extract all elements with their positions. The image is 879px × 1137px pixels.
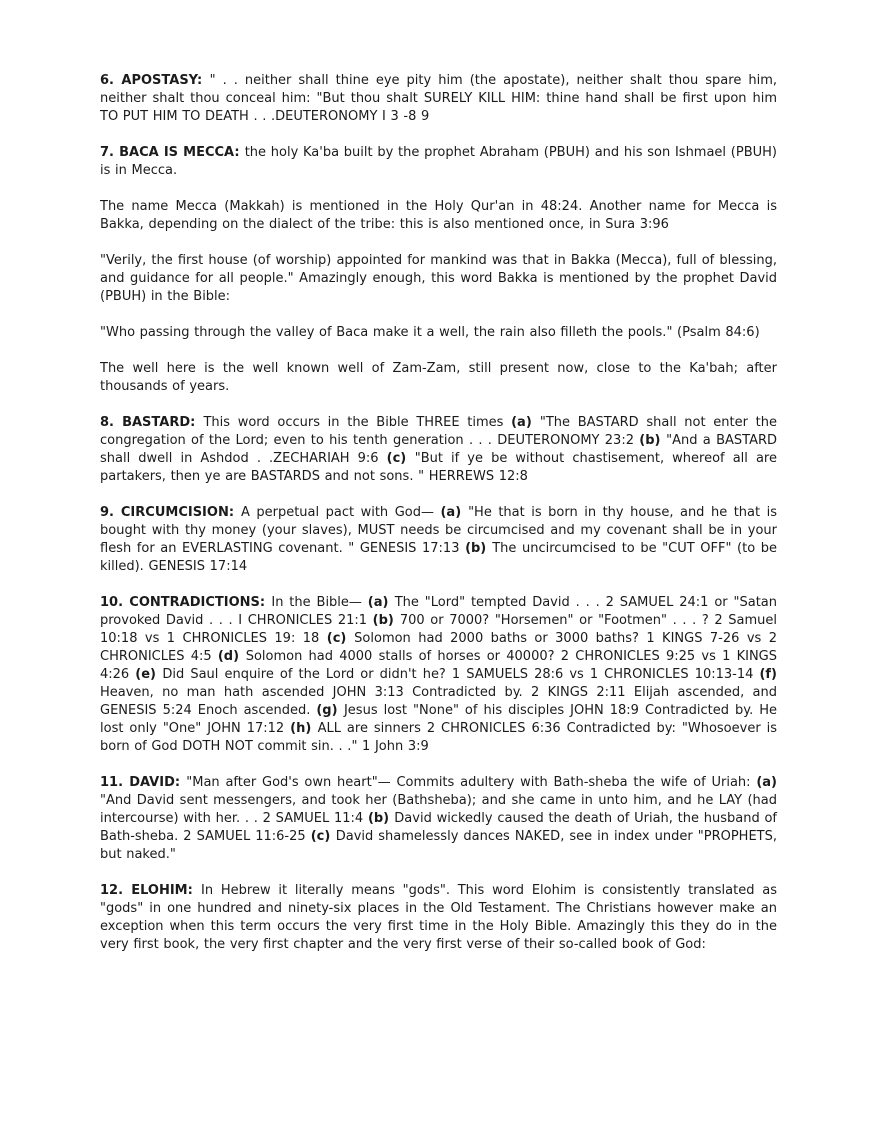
text-run: (d) [217,649,246,664]
text-run: 11. DAVID: [100,775,187,790]
text-run: 700 or 7000? "Horsemen" or "Footmen" . . . ? 2 Samuel 10:18 vs 1 CHRONICLES 19: 18 [100,613,777,646]
text-run: David shamelessly dances NAKED, see in index under "PROPHETS, but naked." [100,829,777,862]
text-run: (c) [310,829,336,844]
text-run: The name Mecca (Makkah) is mentioned in the Holy Qur'an in 48:24. Another name for Mecca is Bakka, depending on the dialect of the tribe: this is also mentioned once, in Sura 3:96 [100,199,777,232]
text-run: 12. ELOHIM: [100,883,201,898]
text-run: (b) [465,541,493,556]
text-run: (b) [372,613,400,628]
text-run: "He that is born in thy house, and he that is bought with thy money (your slaves), MUST needs be circumcised and my covenant shall be in your flesh for an EVERLASTING covenant. " GENESIS 17:13 [100,505,777,556]
text-run: ALL are sinners 2 CHRONICLES 6:36 Contradicted by: "Whosoever is born of God DOTH NOT commit sin. . ." 1 John 3:9 [100,721,777,754]
text-run: 8. BASTARD: [100,415,204,430]
text-run: Jesus lost "None" of his disciples JOHN 18:9 Contradicted by. He lost only "One" JOHN 17:12 [100,703,777,736]
text-run: " . . neither shall thine eye pity him (the apostate), neither shalt thou spare him, neither shalt thou conceal him: "But thou shalt SURELY KILL HIM: thine hand shall be first upon him TO PUT HIM TO DEATH . . .DEUTERONOMY I 3 -8 9 [100,73,777,124]
text-run: The "Lord" tempted David . . . 2 SAMUEL 24:1 or "Satan provoked David . . . I CHRONICLES 21:1 [100,595,777,628]
text-run: "But if ye be without chastisement, whereof all are partakers, then ye are BASTARDS and not sons. " HERREWS 12:8 [100,451,777,484]
paragraph-mecca-name [100,198,777,234]
paragraph-baca-is-mecca [100,144,777,180]
text-run: (a) [367,595,395,610]
text-run: (c) [386,451,415,466]
paragraph-zam-zam [100,360,777,396]
paragraph-apostasy [100,72,777,126]
text-run: Solomon had 4000 stalls of horses or 40000? 2 CHRONICLES 9:25 vs 1 KINGS 4:26 [100,649,777,682]
text-run: (g) [316,703,344,718]
paragraph-verily [100,252,777,306]
text-run: This word occurs in the Bible THREE times [203,415,512,430]
text-run: (b) [639,433,667,448]
paragraph-bastard [100,414,777,486]
text-run: (h) [290,721,318,736]
paragraph-contradictions [100,594,777,756]
text-run: "Man after God's own heart"— Commits adultery with Bath-sheba the wife of Uriah: [186,775,757,790]
text-run: Did Saul enquire of the Lord or didn't he? 1 SAMUELS 28:6 vs 1 CHRONICLES 10:13-14 [162,667,760,682]
text-run: David wickedly caused the death of Uriah, the husband of Bath-sheba. 2 SAMUEL 11:6-25 [100,811,778,844]
paragraph-david [100,774,777,864]
text-run: 7. BACA IS MECCA: [100,145,245,160]
paragraph-circumcision [100,504,777,576]
text-run: 6. APOSTASY: [100,73,210,88]
text-run: "The BASTARD shall not enter the congregation of the Lord; even to his tenth generation . . . DEUTERONOMY 23:2 [100,415,777,448]
text-run: (a) [511,415,540,430]
text-column [100,72,777,972]
paragraph-elohim [100,882,777,954]
text-run: 9. CIRCUMCISION: [100,505,241,520]
text-run: "And a BASTARD shall dwell in Ashdod . .ZECHARIAH 9:6 [100,433,778,466]
text-run: (c) [326,631,355,646]
text-run: The well here is the well known well of Zam-Zam, still present now, close to the Ka'bah; after thousands of years. [100,361,777,394]
text-run: (e) [135,667,163,682]
text-run: the holy Ka'ba built by the prophet Abraham (PBUH) and his son Ishmael (PBUH) is in Mecca. [100,145,777,178]
text-run: Solomon had 2000 baths or 3000 baths? 1 KINGS 7-26 vs 2 CHRONICLES 4:5 [100,631,777,664]
text-run: A perpetual pact with God— [240,505,441,520]
text-run: In Hebrew it literally means "gods". This word Elohim is consistently translated as "gods" in one hundred and ninety-six places in the Old Testament. The Christians however make an exception when this term occurs the very first time in the Holy Bible. Amazingly this they do in the very first book, the very first chapter and the very first verse of their so-called book of God: [100,883,777,952]
paragraph-psalm-quote [100,324,777,342]
text-run: (b) [367,811,395,826]
text-run: The uncircumcised to be "CUT OFF" (to be killed). GENESIS 17:14 [100,541,777,574]
text-run: In the Bible— [271,595,368,610]
text-run: "Verily, the first house (of worship) appointed for mankind was that in Bakka (Mecca), full of blessing, and guidance for all people." Amazingly enough, this word Bakka is mentioned by the prophet David (PBUH) in the Bible: [100,253,777,304]
text-run: (a) [440,505,469,520]
text-run: Heaven, no man hath ascended JOHN 3:13 Contradicted by. 2 KINGS 2:11 Elijah ascended, and GENESIS 5:24 Enoch ascended. [100,685,777,718]
text-run: "And David sent messengers, and took her (Bathsheba); and she came in unto him, and he LAY (had intercourse) with her. . . 2 SAMUEL 11:4 [100,793,777,826]
text-run: "Who passing through the valley of Baca make it a well, the rain also filleth the pools." (Psalm 84:6) [100,325,760,340]
text-run: 10. CONTRADICTIONS: [100,595,272,610]
text-run: (a) [756,775,777,790]
text-run: (f) [759,667,777,682]
